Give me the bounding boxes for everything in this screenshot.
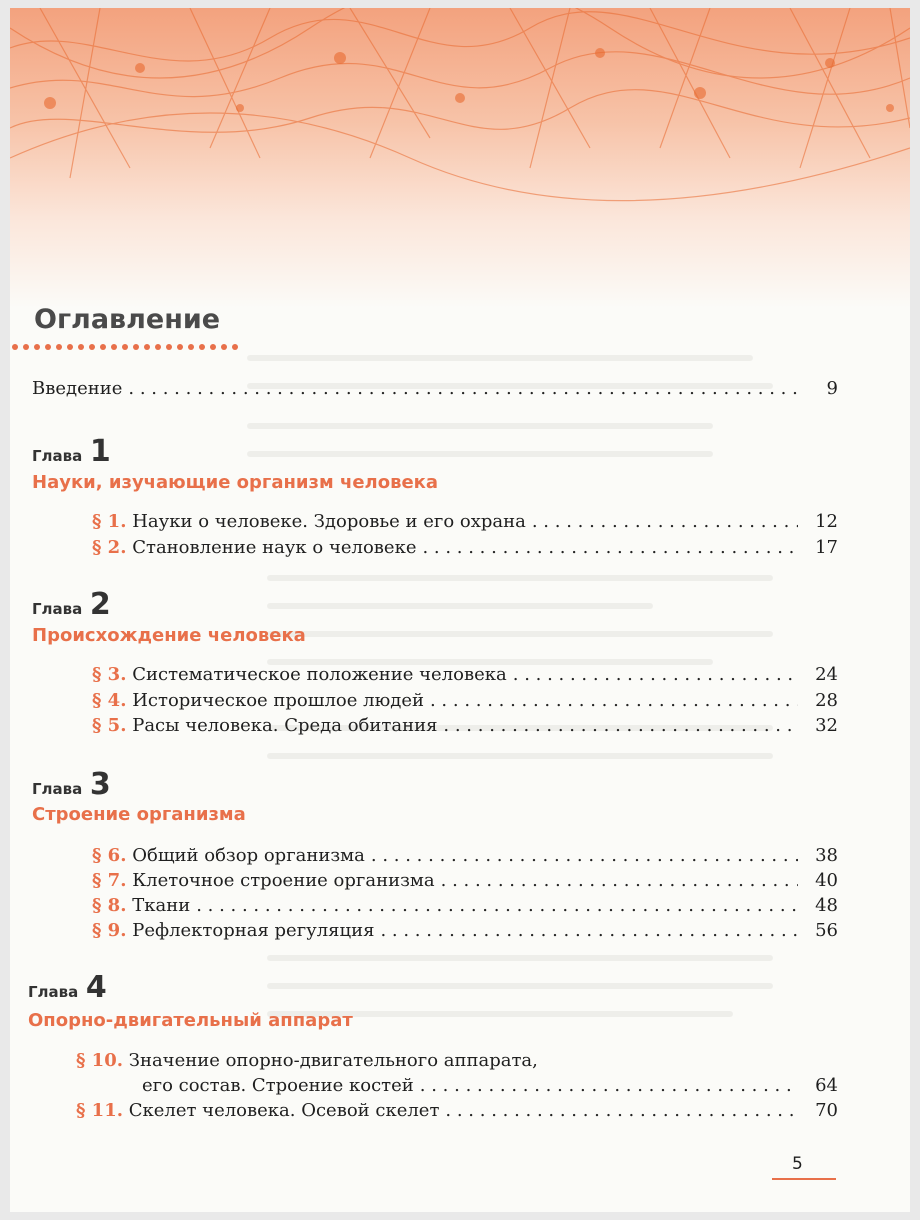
toc-page-number: 38 (815, 845, 838, 866)
toc-entry[interactable] (92, 845, 838, 867)
section-title: Общий обзор организма (132, 845, 365, 866)
section-title: Историческое прошлое людей (132, 690, 424, 711)
leader-dots (128, 378, 798, 400)
leader-dots (441, 870, 798, 892)
leader-dots (422, 537, 798, 559)
section-number: § 2. (92, 537, 127, 558)
leader-dots (420, 1075, 798, 1097)
section-number: § 7. (92, 870, 127, 891)
toc-entry[interactable] (92, 715, 838, 737)
toc-page-number: 56 (815, 920, 838, 941)
toc-entry[interactable] (76, 1100, 838, 1122)
section-number: § 5. (92, 715, 127, 736)
leader-dots (513, 664, 798, 686)
toc-entry-label: Введение (32, 378, 123, 399)
toc-page-number: 17 (815, 537, 838, 558)
chapter-number: 3 (89, 767, 111, 802)
page-number-rule (772, 1178, 836, 1180)
leader-dots (445, 1100, 798, 1122)
chapter-heading (32, 587, 111, 622)
toc-page-number: 28 (815, 690, 838, 711)
chapter-number: 2 (89, 587, 111, 622)
section-title: Ткани (132, 895, 191, 916)
section-title: Рефлекторная регуляция (132, 920, 375, 941)
chapter-heading (32, 434, 111, 469)
toc-page-number: 24 (815, 664, 838, 685)
chapter-heading (28, 970, 107, 1005)
leader-dots (532, 511, 798, 533)
chapter-title[interactable]: Опорно-двигательный аппарат (28, 1010, 353, 1031)
toc-page-number: 64 (815, 1075, 838, 1096)
section-title: Систематическое положение человека (132, 664, 507, 685)
toc-entry[interactable] (92, 895, 838, 917)
book-page (10, 8, 910, 1212)
title-dotted-underline (12, 344, 238, 350)
toc-entry[interactable] (92, 690, 838, 712)
toc-entry[interactable] (92, 870, 838, 892)
section-title: Науки о человеке. Здоровье и его охрана (132, 511, 526, 532)
chapter-title[interactable]: Происхождение человека (32, 625, 306, 646)
toc-entry[interactable] (92, 511, 838, 533)
toc-entry-intro[interactable] (32, 378, 838, 400)
chapter-title[interactable]: Науки, изучающие организм человека (32, 472, 439, 493)
chapter-title[interactable]: Строение организма (32, 804, 246, 825)
section-title: Расы человека. Среда обитания (132, 715, 438, 736)
chapter-heading (32, 767, 111, 802)
banner-texture (10, 8, 910, 308)
section-number: § 4. (92, 690, 127, 711)
page-number: 5 (792, 1154, 803, 1174)
toc-entry-first-line[interactable] (76, 1050, 538, 1072)
leader-dots (430, 690, 798, 712)
toc-page-number: 70 (815, 1100, 838, 1121)
leader-dots (380, 920, 798, 942)
section-number: § 6. (92, 845, 127, 866)
chapter-word: Глава (32, 447, 83, 465)
toc-entry[interactable] (92, 920, 838, 942)
section-number: § 1. (92, 511, 127, 532)
section-title-continued: его состав. Строение костей (142, 1075, 414, 1096)
toc-page-number: 12 (815, 511, 838, 532)
leader-dots (371, 845, 798, 867)
chapter-word: Глава (32, 780, 83, 798)
section-number: § 8. (92, 895, 127, 916)
section-title: Становление наук о человеке (132, 537, 417, 558)
chapter-word: Глава (28, 983, 79, 1001)
toc-title: Оглавление (34, 304, 221, 335)
toc-page-number: 32 (815, 715, 838, 736)
section-number: § 10. (76, 1050, 123, 1071)
chapter-number: 4 (85, 970, 107, 1005)
toc-page-number: 9 (826, 378, 838, 399)
toc-page-number: 40 (815, 870, 838, 891)
section-title: Клеточное строение организма (132, 870, 435, 891)
section-number: § 11. (76, 1100, 123, 1121)
section-number: § 9. (92, 920, 127, 941)
chapter-number: 1 (89, 434, 111, 469)
toc-entry[interactable] (92, 537, 838, 559)
leader-dots (196, 895, 798, 917)
toc-page-number: 48 (815, 895, 838, 916)
decorative-banner (10, 8, 910, 308)
section-title: Значение опорно-двигательного аппарата, (128, 1050, 538, 1071)
section-title: Скелет человека. Осевой скелет (128, 1100, 440, 1121)
chapter-word: Глава (32, 600, 83, 618)
toc-entry[interactable] (142, 1075, 838, 1097)
leader-dots (443, 715, 798, 737)
toc-entry[interactable] (92, 664, 838, 686)
section-number: § 3. (92, 664, 127, 685)
